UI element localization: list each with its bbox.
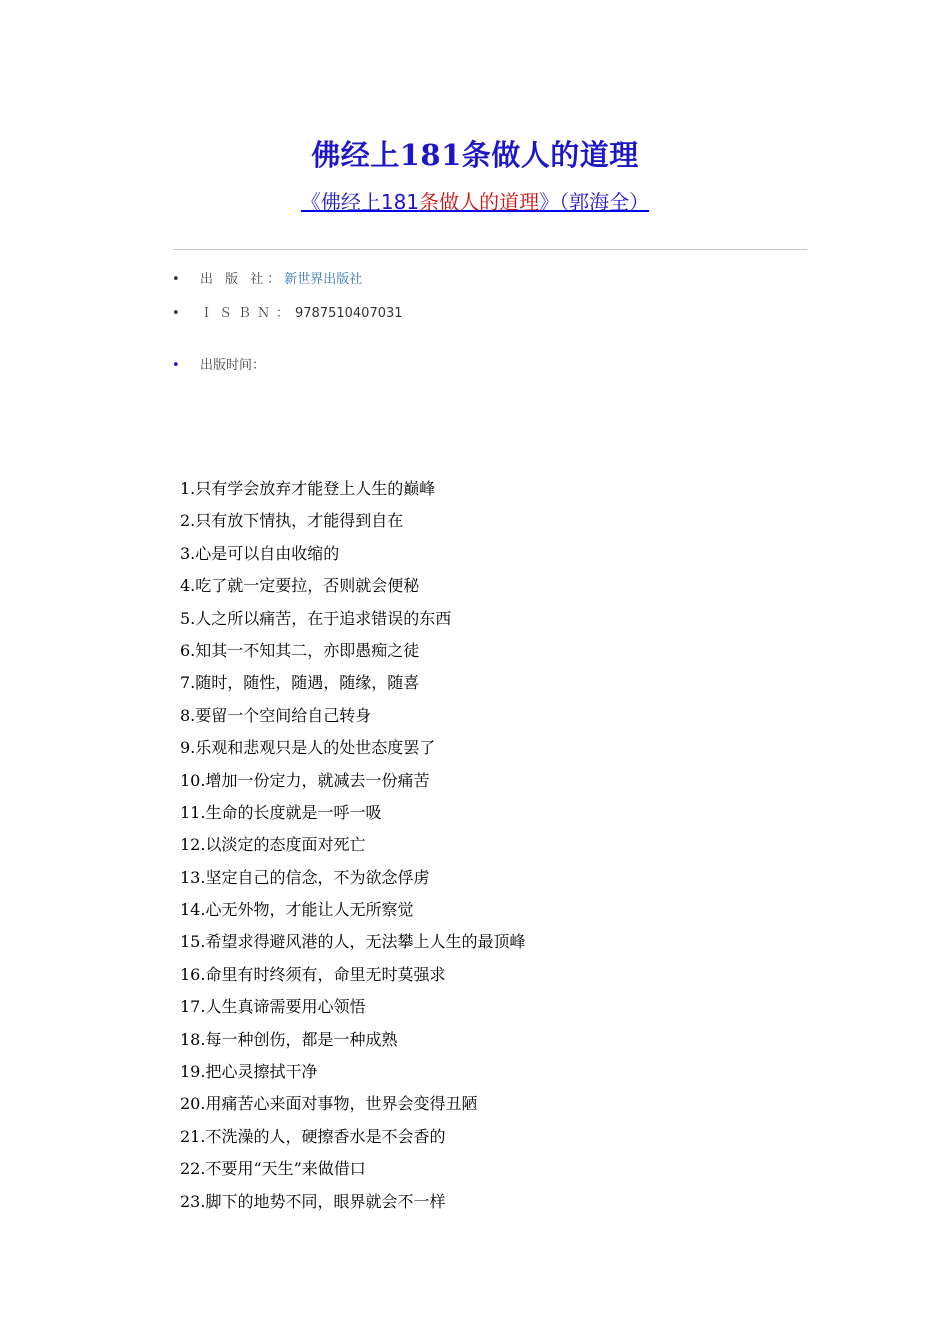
list-item: 10.增加一份定力，就减去一份痛苦 bbox=[180, 770, 430, 790]
list-item: 12.以淡定的态度面对死亡 bbox=[180, 835, 366, 855]
isbn-value: 9787510407031 bbox=[295, 306, 403, 321]
page-title: 佛经上181条做人的道理 bbox=[311, 138, 639, 172]
date-label: 出版时间： bbox=[200, 358, 266, 373]
subtitle-number: 181 bbox=[380, 190, 420, 214]
list-item: 8.要留一个空间给自己转身 bbox=[180, 705, 372, 725]
list-item: 13.坚定自己的信念，不为欲念俘虏 bbox=[180, 867, 430, 887]
meta-date bbox=[172, 354, 265, 373]
list-item: 22.不要用“天生”来做借口 bbox=[180, 1159, 366, 1179]
list-item: 18.每一种创伤，都是一种成熟 bbox=[180, 1029, 398, 1049]
meta-publisher bbox=[172, 268, 362, 287]
bullet-icon: • bbox=[172, 358, 180, 373]
list-item: 21.不洗澡的人，硬擦香水是不会香的 bbox=[180, 1126, 446, 1146]
bullet-icon: • bbox=[172, 272, 180, 287]
isbn-label: ＩＳＢＮ： bbox=[200, 306, 296, 321]
list-item: 19.把心灵擦拭干净 bbox=[180, 1062, 318, 1082]
bullet-icon: • bbox=[172, 306, 180, 321]
list-item: 2.只有放下情执，才能得到自在 bbox=[180, 511, 404, 531]
publisher-label: 出 版 社： bbox=[200, 272, 285, 287]
list-item: 7.随时，随性，随遇，随缘，随喜 bbox=[180, 673, 420, 693]
principles-list bbox=[180, 478, 525, 1223]
list-item: 15.希望求得避风港的人，无法攀上人生的最顶峰 bbox=[180, 932, 526, 952]
publisher-link[interactable]: 新世界出版社 bbox=[284, 272, 363, 287]
list-item: 6.知其一不知其二，亦即愚痴之徒 bbox=[180, 640, 420, 660]
list-item: 17.人生真谛需要用心领悟 bbox=[180, 997, 366, 1017]
list-item: 4.吃了就一定要拉，否则就会便秘 bbox=[180, 576, 420, 596]
list-item: 1.只有学会放弃才能登上人生的巅峰 bbox=[180, 479, 436, 498]
subtitle bbox=[0, 186, 950, 215]
list-item: 16.命里有时终须有，命里无时莫强求 bbox=[180, 964, 446, 984]
list-item: 5.人之所以痛苦，在于追求错误的东西 bbox=[180, 608, 452, 628]
list-item: 23.脚下的地势不同，眼界就会不一样 bbox=[180, 1191, 446, 1211]
list-item: 14.心无外物，才能让人无所察觉 bbox=[180, 900, 414, 920]
list-item: 11.生命的长度就是一呼一吸 bbox=[180, 802, 382, 822]
subtitle-rest: 条做人的道理 bbox=[419, 190, 540, 214]
book-link[interactable] bbox=[301, 190, 649, 214]
list-item: 20.用痛苦心来面对事物，世界会变得丑陋 bbox=[180, 1094, 478, 1114]
subtitle-suffix: 》（郭海全） bbox=[539, 190, 650, 214]
subtitle-prefix: 《佛经上 bbox=[300, 190, 381, 214]
list-item: 9.乐观和悲观只是人的处世态度罢了 bbox=[180, 738, 436, 758]
list-item: 3.心是可以自由收缩的 bbox=[180, 543, 340, 563]
divider bbox=[173, 249, 807, 250]
meta-isbn bbox=[172, 302, 403, 321]
